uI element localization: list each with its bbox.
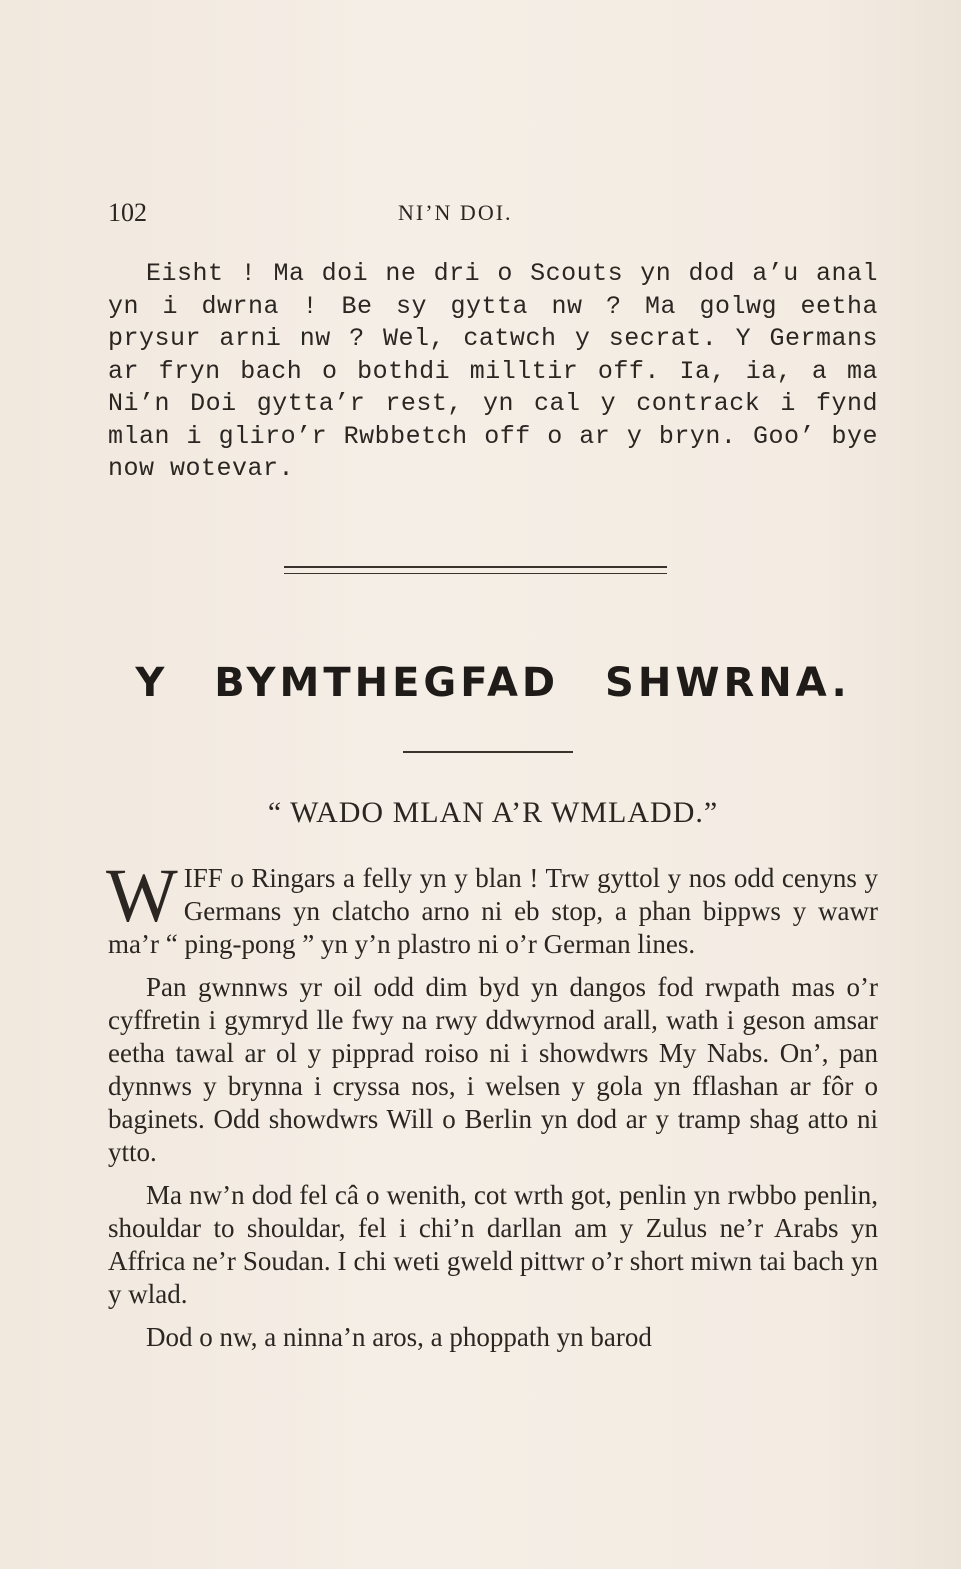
intro-paragraph-text: Eisht ! Ma doi ne dri o Scouts yn dod a’u anal yn i dwrna ! Be sy gytta nw ? Ma golwg eetha prysur arni nw ? Wel, catwch y secrat. Y Germans ar fryn bach o bothdi milltir off. Ia, ia, a ma Ni’n Doi gytta’r rest, yn cal y contrack i fynd mlan i gliro’r Rwbbetch off o ar y bryn. Goo’ bye now wotevar. — [108, 259, 878, 483]
body-paragraph-2: Pan gwnnws yr oil odd dim byd yn dangos fod rwpath mas o’r cyffretin i gymryd lle fwy na rwy ddwyrnod arall, wath i geson amsar eetha tawal ar ol y pipprad roiso ni i showdwrs My Nabs. On’, pan dynnws y brynna i cryssa nos, i welsen y gola yn fflashan ar fôr o baginets. Odd showdwrs Will o Berlin yn dod ar y tramp shag atto ni ytto. — [108, 972, 878, 1167]
chapter-subtitle: “ WADO MLAN A’R WMLADD.” — [267, 796, 719, 829]
page-number: 102 — [108, 198, 147, 227]
running-head: NI’N DOI. — [398, 200, 513, 225]
chapter-body — [106, 854, 878, 1354]
body-paragraph-4: Dod o nw, a ninna’n aros, a phoppath yn barod — [146, 1322, 652, 1352]
drop-cap-letter: W — [106, 854, 178, 938]
body-paragraph-3: Ma nw’n dod fel câ o wenith, cot wrth got, penlin yn rwbbo penlin, shouldar to shouldar, fel i chi’n darllan am y Zulus ne’r Arabs yn Affrica ne’r Soudan. I chi weti gweld pittwr o’r short miwn tai bach yn y wlad. — [108, 1180, 878, 1309]
title-divider-rule — [403, 751, 573, 753]
chapter-title: Y BYMTHEGFAD SHWRNA. — [135, 660, 851, 706]
page-header — [108, 198, 878, 234]
body-paragraph-1 — [106, 854, 878, 961]
intro-paragraph — [108, 258, 878, 486]
section-divider-double-rule — [284, 566, 667, 574]
body-paragraph-1-text: IFF o Ringars a felly yn y blan ! Trw gyttol y nos odd cenyns y Germans yn clatcho arno ni eb stop, a phan bippws y wawr ma’r “ ping-pong ” yn y’n plastro ni o’r German lines. — [108, 863, 878, 959]
